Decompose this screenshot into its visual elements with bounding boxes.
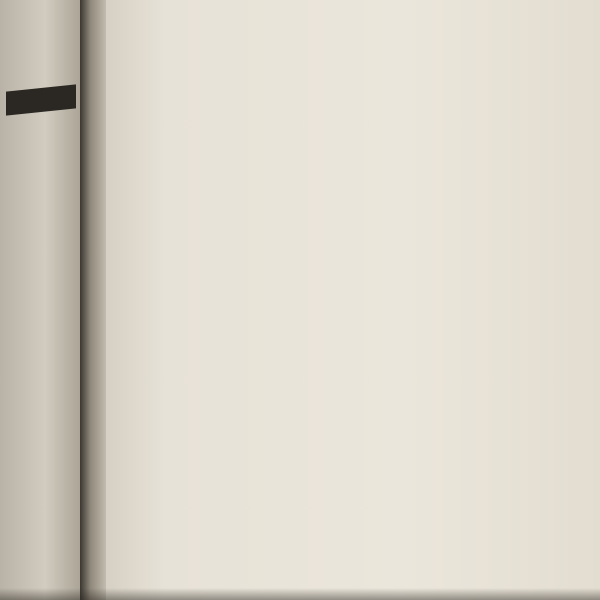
facing-page-text xyxy=(0,0,82,44)
folded-page-corner xyxy=(6,84,76,115)
bottom-shadow xyxy=(0,588,600,600)
facing-page xyxy=(0,0,82,600)
book-page xyxy=(106,0,600,600)
